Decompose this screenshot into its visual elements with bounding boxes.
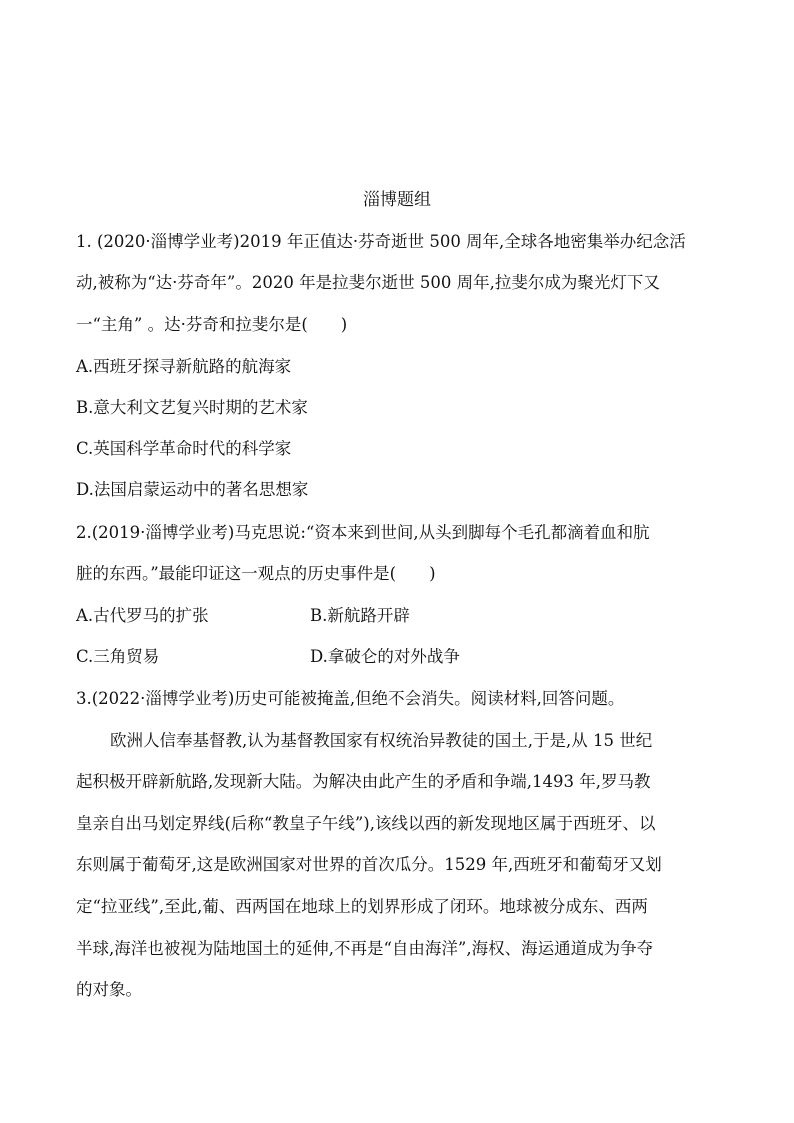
q2-stem-line-2: 脏的东西。”最能印证这一观点的历史事件是( ): [76, 564, 436, 583]
q1-stem-line-3: 一“主角” 。达·芬奇和拉斐尔是( ): [76, 315, 348, 334]
section-title: 淄博题组: [363, 190, 431, 210]
q3-passage-line-6: 半球,海洋也被视为陆地国土的延伸,不再是“自由海洋”,海权、海运通道成为争夺: [76, 939, 654, 958]
q1-option-d: D.法国启蒙运动中的著名思想家: [76, 480, 309, 499]
q3-passage-line-5: 定“拉亚线”,至此,葡、西两国在地球上的划界形成了闭环。地球被分成东、西两: [76, 897, 648, 916]
q1-option-a: A.西班牙探寻新航路的航海家: [76, 357, 292, 376]
q2-option-c: C.三角贸易: [76, 647, 160, 666]
q3-passage-line-7: 的对象。: [76, 980, 142, 999]
q3-passage-line-2: 起积极开辟新航路,发现新大陆。为解决由此产生的矛盾和争端,1493 年,罗马教: [76, 772, 651, 791]
q1-stem-line-2: 动,被称为“达·芬奇年”。2020 年是拉斐尔逝世 500 周年,拉斐尔成为聚光灯下又: [76, 273, 660, 292]
q1-stem-line-1: 1. (2020·淄博学业考)2019 年正值达·芬奇逝世 500 周年,全球各地密集举办纪念活: [76, 232, 686, 251]
q2-option-d: D.拿破仑的对外战争: [310, 647, 460, 666]
q3-passage-line-3: 皇亲自出马划定界线(后称“教皇子午线”),该线以西的新发现地区属于西班牙、以: [76, 814, 656, 833]
q3-stem: 3.(2022·淄博学业考)历史可能被掩盖,但绝不会消失。阅读材料,回答问题。: [76, 689, 625, 708]
q2-option-b: B.新航路开辟: [310, 606, 410, 625]
q2-stem-line-1: 2.(2019·淄博学业考)马克思说:“资本来到世间,从头到脚每个毛孔都滴着血和肮: [76, 523, 650, 542]
q3-passage-line-1: 欧洲人信奉基督教,认为基督教国家有权统治异教徒的国土,于是,从 15 世纪: [110, 731, 653, 750]
q1-option-b: B.意大利文艺复兴时期的艺术家: [76, 398, 308, 417]
q1-option-c: C.英国科学革命时代的科学家: [76, 439, 292, 458]
q2-option-a: A.古代罗马的扩张: [76, 606, 209, 625]
q3-passage-line-4: 东则属于葡萄牙,这是欧洲国家对世界的首次瓜分。1529 年,西班牙和葡萄牙又划: [76, 855, 662, 874]
